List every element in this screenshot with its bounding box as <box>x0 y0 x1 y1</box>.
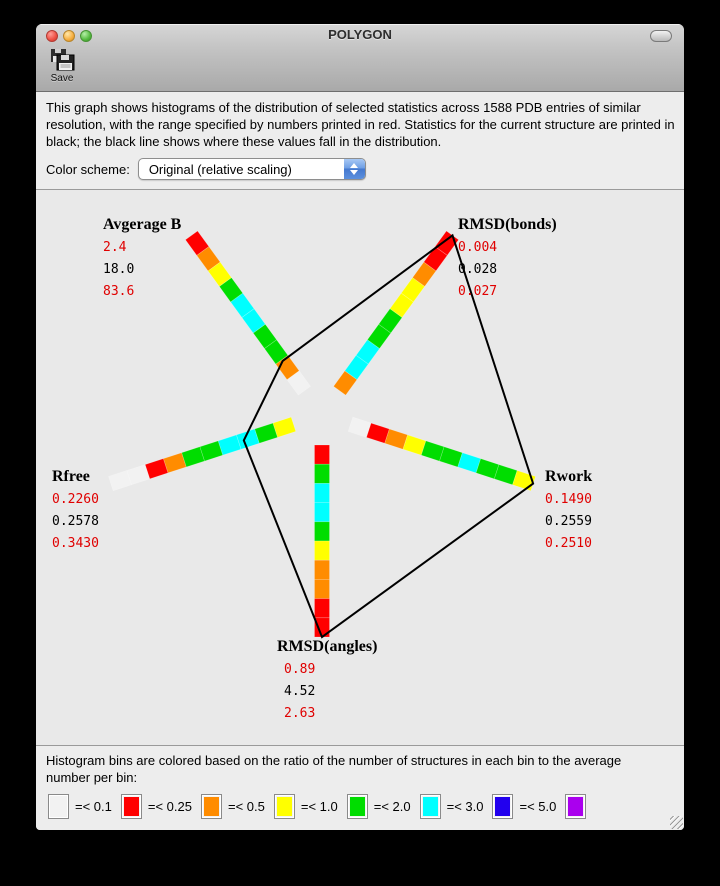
axis-current-value: 4.52 <box>284 684 316 699</box>
axis-rmsd-bonds <box>458 216 557 303</box>
axis-rfree <box>52 468 99 555</box>
legend-bin-color <box>495 797 510 816</box>
window-chrome <box>36 24 684 92</box>
legend-bin-label: =< 0.25 <box>147 799 192 814</box>
axis-title: RMSD(angles) <box>277 638 378 655</box>
color-scheme-selected-value: Original (relative scaling) <box>148 162 292 177</box>
axis-current-value: 0.2559 <box>545 514 592 529</box>
axis-rwork <box>545 468 592 555</box>
histogram-bin-segment <box>315 599 330 618</box>
resize-grip[interactable] <box>670 816 683 829</box>
legend-bin-color <box>568 797 583 816</box>
legend-bin-swatch <box>121 794 142 819</box>
axis-current-value: 18.0 <box>103 262 135 277</box>
histogram-arm-rmsd-angles- <box>315 445 330 637</box>
legend-bin-color <box>204 797 219 816</box>
histogram-bin-segment <box>315 522 330 541</box>
histogram-bin-segment <box>315 483 330 502</box>
legend-bin-swatch <box>347 794 368 819</box>
axis-max: 83.6 <box>103 284 135 299</box>
legend-bin-color <box>423 797 438 816</box>
axis-title: Rwork <box>545 468 593 485</box>
axis-current-value: 0.2578 <box>52 514 99 529</box>
legend-bin-swatch <box>420 794 441 819</box>
histogram-bin-segment <box>315 560 330 579</box>
axis-min: 2.4 <box>103 240 127 255</box>
legend-bin-label: =< 2.0 <box>373 799 411 814</box>
axis-title: RMSD(bonds) <box>458 216 557 233</box>
description-text: This graph shows histograms of the distribution of selected statistics across 1588 PDB entries of similar resolution, with the range specified by numbers printed in red. Statistics for the current structure are printed in black; the black line shows where these values fall in the distribution. <box>46 100 675 149</box>
titlebar[interactable] <box>36 24 684 46</box>
legend-bin-label: =< 5.0 <box>519 799 557 814</box>
popup-arrows-icon <box>344 159 365 179</box>
color-scheme-select[interactable] <box>138 158 366 180</box>
axis-min: 0.1490 <box>545 492 592 507</box>
legend-bin-color <box>350 797 365 816</box>
legend-bin-swatch <box>48 794 69 819</box>
histogram-bin-segment <box>315 541 330 560</box>
polygon-window <box>36 24 684 830</box>
save-button[interactable] <box>42 48 82 90</box>
histogram-arm-avgerage-b <box>185 231 310 395</box>
legend-bin-swatch <box>201 794 222 819</box>
histogram-bin-segment <box>109 471 132 491</box>
axis-title: Rfree <box>52 468 90 485</box>
axis-min: 0.2260 <box>52 492 99 507</box>
histogram-arm-rwork <box>348 417 535 491</box>
legend-bin-label: =< 0.1 <box>75 799 112 814</box>
save-button-label: Save <box>50 73 74 84</box>
axis-rmsd-angles <box>277 638 377 725</box>
save-icon <box>48 48 76 72</box>
legend-bin-label: =< 1.0 <box>300 799 338 814</box>
legend-bin-swatch <box>565 794 586 819</box>
legend-bin-swatch <box>492 794 513 819</box>
legend-text: Histogram bins are colored based on the ratio of the number of structures in each bin to the average number per bin: <box>46 753 622 785</box>
axis-max: 0.027 <box>458 284 498 299</box>
histogram-bin-segment <box>315 503 330 522</box>
legend-bin-color <box>124 797 139 816</box>
legend-bin-label: =< 3.0 <box>446 799 484 814</box>
legend-bins-row <box>48 794 592 819</box>
legend-bin-color <box>51 797 66 816</box>
axis-max: 0.3430 <box>52 536 99 551</box>
axis-current-value: 0.028 <box>458 262 498 277</box>
axis-title: Avgerage B <box>103 216 182 233</box>
description-panel <box>36 92 684 190</box>
legend-bin-label: =< 0.5 <box>227 799 265 814</box>
polygon-plot-area <box>36 190 684 745</box>
legend-panel <box>36 745 684 830</box>
axis-max: 0.2510 <box>545 536 592 551</box>
histogram-arm-rmsd-bonds- <box>334 231 459 395</box>
histogram-bin-segment <box>315 445 330 464</box>
axis-min: 0.89 <box>284 662 316 677</box>
legend-bin-color <box>277 797 292 816</box>
window-title: POLYGON <box>328 27 392 42</box>
color-scheme-label: Color scheme: <box>46 161 130 177</box>
axis-min: 0.004 <box>458 240 498 255</box>
histogram-arm-rfree <box>109 417 296 491</box>
legend-bin-swatch <box>274 794 295 819</box>
histogram-bin-segment <box>315 464 330 483</box>
toolbar-toggle-button[interactable] <box>650 30 672 42</box>
histogram-bin-segment <box>315 579 330 598</box>
axis-max: 2.63 <box>284 706 316 721</box>
axis-avgerage-b <box>103 216 181 303</box>
